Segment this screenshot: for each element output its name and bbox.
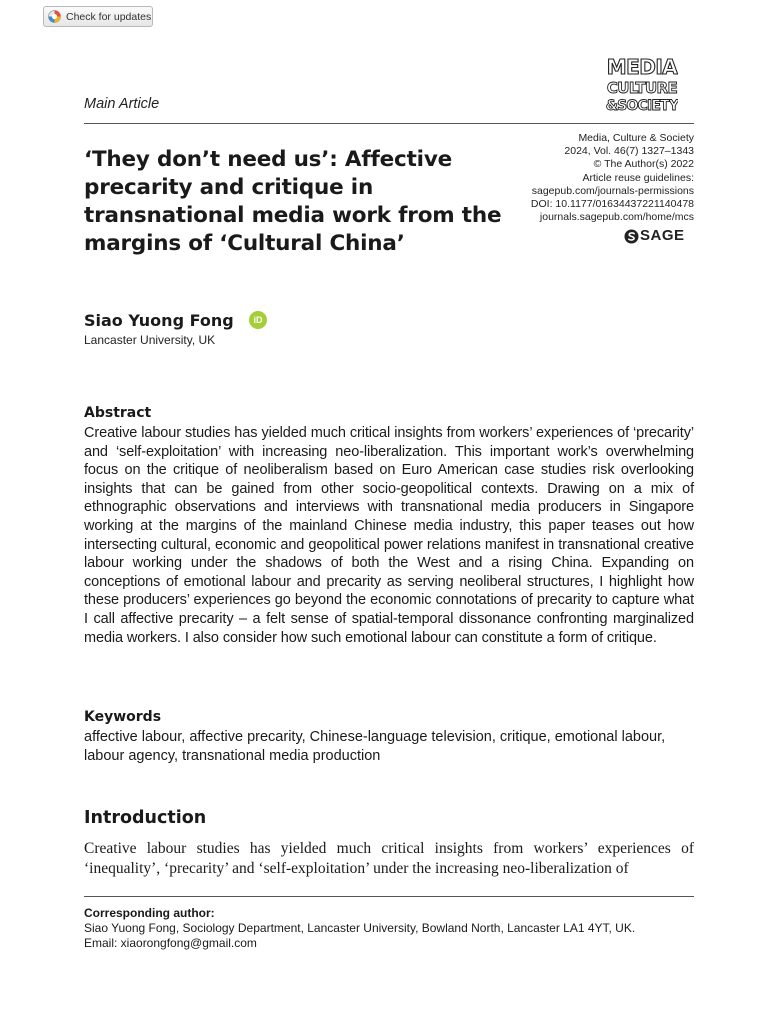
introduction-heading: Introduction bbox=[84, 808, 207, 828]
keywords-heading: Keywords bbox=[84, 709, 162, 725]
abstract-heading: Abstract bbox=[84, 405, 152, 421]
sage-logo bbox=[624, 226, 694, 246]
corresponding-author-email[interactable]: Email: xiaorongfong@gmail.com bbox=[84, 936, 257, 950]
article-type-label: Main Article bbox=[84, 96, 160, 112]
sage-s-icon bbox=[624, 229, 639, 244]
corresponding-author-heading: Corresponding author: bbox=[84, 906, 215, 920]
logo-line-culture: CULTURE bbox=[606, 79, 678, 97]
orcid-icon[interactable]: iD bbox=[249, 311, 267, 329]
journal-logo bbox=[606, 55, 678, 113]
meta-copyright: © The Author(s) 2022 bbox=[593, 158, 694, 171]
meta-permissions-link[interactable]: sagepub.com/journals-permissions bbox=[531, 184, 694, 197]
sage-wordmark: SAGE bbox=[640, 227, 685, 244]
logo-line-media: MEDIA bbox=[606, 55, 678, 79]
logo-line-society: &SOCIETY bbox=[606, 98, 678, 113]
publication-meta bbox=[480, 132, 694, 224]
footnote-divider bbox=[84, 896, 694, 897]
check-for-updates-label: Check for updates bbox=[66, 10, 152, 23]
meta-doi[interactable]: DOI: 10.1177/01634437221140478 bbox=[530, 198, 694, 211]
check-for-updates-button[interactable] bbox=[43, 6, 153, 27]
author-name: Siao Yuong Fong bbox=[84, 311, 234, 330]
article-title: ‘They don’t need us’: Affective precarity and critique in transnational media work from the margins of ‘Cultural China’ bbox=[84, 147, 502, 256]
meta-journal-link[interactable]: journals.sagepub.com/home/mcs bbox=[539, 211, 694, 224]
meta-volume: 2024, Vol. 46(7) 1327–1343 bbox=[564, 145, 694, 158]
corresponding-author-address: Siao Yuong Fong, Sociology Department, Lancaster University, Bowland North, Lancaster LA1 4YT, UK. bbox=[84, 921, 636, 935]
introduction-text: Creative labour studies has yielded much critical insights from workers’ experiences of ‘inequality’, ‘precarity’ and ‘self-exploitation’ under the increasing neo-liberalization of bbox=[84, 840, 694, 877]
meta-reuse-label: Article reuse guidelines: bbox=[582, 171, 694, 184]
meta-journal: Media, Culture & Society bbox=[578, 132, 694, 144]
author-affiliation: Lancaster University, UK bbox=[84, 333, 216, 347]
header-divider bbox=[84, 123, 694, 124]
crossmark-icon bbox=[48, 10, 61, 23]
abstract-text: Creative labour studies has yielded much critical insights from workers’ experiences of ‘precarity’ and ‘self-exploitation’ with increasing neo-liberalization. This important work’s overwhelming focus on the critique of neoliberalism based on Euro American case studies risk overlooking insights that can be gained from other socio-geopolitical contexts. Drawing on a mix of ethnographic observations and interviews with transnational media producers in Singapore working at the margins of the mainland Chinese media industry, this paper teases out how intersecting cultural, economic and geopolitical power relations manifest in transnational creative labour working under the shadows of both the West and a rising China. Expanding on conceptions of emotional labour and precarity as serving neoliberal structures, I highlight how these producers’ experiences go beyond the economic connotations of precarity to capture what I call affective precarity – a felt sense of spatial-temporal dissonance confronting marginalized media workers. I also consider how such emotional labour can constitute a form of critique. bbox=[84, 425, 694, 646]
keywords-text: affective labour, affective precarity, Chinese-language television, critique, emotional labour, labour agency, transnational media production bbox=[84, 729, 666, 764]
